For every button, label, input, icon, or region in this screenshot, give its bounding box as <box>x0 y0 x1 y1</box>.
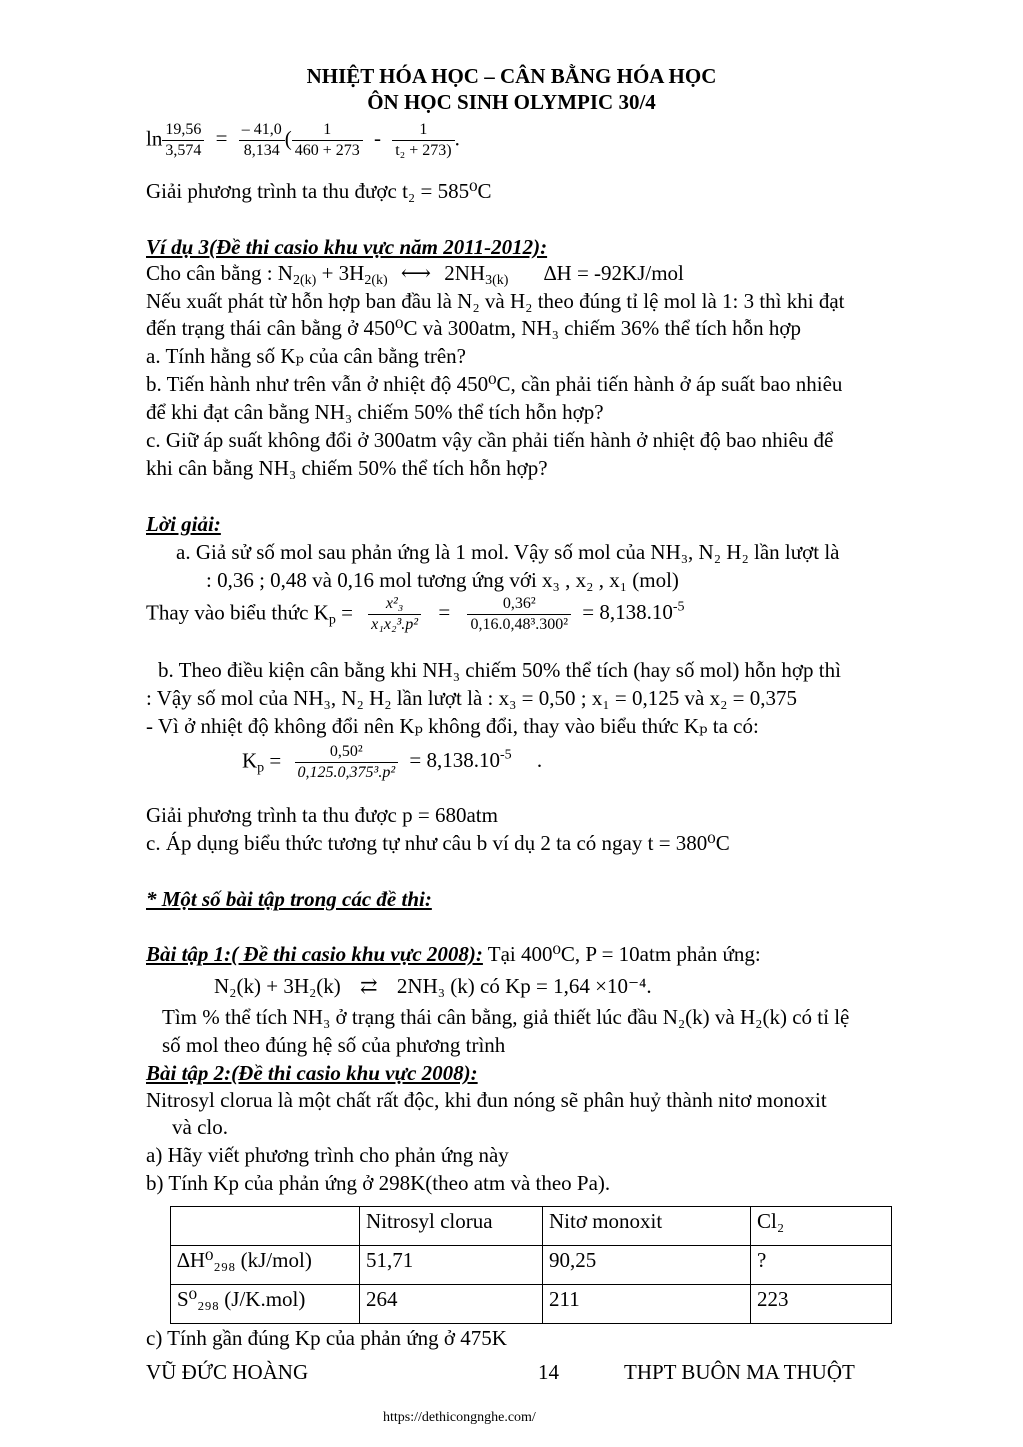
footer-page-number: 14 <box>538 1360 559 1384</box>
page-subtitle: ÔN HỌC SINH OLYMPIC 30/4 <box>367 90 656 114</box>
equilibrium-arrow-icon: ⇄ <box>360 974 378 998</box>
kp-expression: Thay vào biểu thức $K_p$ = $\frac{\text{x²₃}}{\text{x₁x₂³.p²}}$ = $\frac{\text{0,36²}}{\text{0,16.0,48³.300²}}$ = $8,138.10^{-5}$ <box>146 595 685 633</box>
example-3-line-3: đến trạng thái cân bằng ở 450⁰C và 300atm, NH₃ chiếm 36% thể tích hỗn hợp <box>146 316 801 340</box>
table-cell: 51,71 <box>360 1246 543 1285</box>
table-row <box>171 1246 892 1285</box>
example-3-line-2: Nếu xuất phát từ hỗn hợp ban đầu là N₂ và H₂ theo đúng tỉ lệ mol là 1: 3 thì khi đạt <box>146 289 845 313</box>
table-row <box>171 1285 892 1324</box>
question-b-line-2: để khi đạt cân bằng NH₃ chiếm 50% thể tích hỗn hợp? <box>146 400 604 424</box>
kp2-expression: $K_p$ = $\frac{\text{0,50²}}{\text{0,125.0,375³.p²}}$ = $8,138.10^{-5}$ . <box>242 743 543 781</box>
footer-url-link[interactable]: https://dethicongnghe.com/ <box>383 1410 536 1425</box>
fraction-2: $\frac{- 41,0}{8,134}$ <box>239 120 285 161</box>
double-arrow-icon: ⟷ <box>400 261 432 285</box>
table-header-row <box>171 1207 892 1246</box>
solution-b-line-2: : Vậy số mol của NH₃, N₂ H₂ lần lượt là : x₃ = 0,50 ; x₁ = 0,125 và x₂ = 0,375 <box>146 686 797 710</box>
table-cell: ∆H⁰₂₉₈ (kJ/mol) <box>171 1246 360 1285</box>
question-a: a. Tính hằng số Kₚ của cân bằng trên? <box>146 344 466 368</box>
table-header-cell: Cl₂ <box>751 1207 892 1246</box>
table-cell: 90,25 <box>543 1246 751 1285</box>
solution-a-line-2: : 0,36 ; 0,48 và 0,16 mol tương ứng với x₃ , x₂ , x₁ (mol) <box>206 568 679 592</box>
exercises-heading: * Một số bài tập trong các đề thi: <box>146 887 432 911</box>
fraction-3: $\frac{1}{460 + 273}$ <box>292 120 363 161</box>
exercise-2-part-b: b) Tính Kp của phản ứng ở 298K(theo atm và theo Pa). <box>146 1171 611 1195</box>
question-c-line-2: khi cân bằng NH₃ chiếm 50% thể tích hỗn hợp? <box>146 456 548 480</box>
table-cell: S⁰₂₉₈ (J/K.mol) <box>171 1285 360 1324</box>
question-c-line-1: c. Giữ áp suất không đổi ở 300atm vậy cần phải tiến hành ở nhiệt độ bao nhiêu để <box>146 428 834 452</box>
fraction-1: $\frac{19,56}{3,574}$ <box>162 120 204 161</box>
solution-a-line-1: a. Giả sử số mol sau phản ứng là 1 mol. Vậy số mol của NH₃, N₂ H₂ lần lượt là <box>176 540 840 564</box>
kp2-fraction: $\frac{\text{0,50²}}{\text{0,125.0,375³.p²}}$ <box>295 742 399 783</box>
solution-heading: Lời giải: <box>146 512 221 536</box>
thermo-data-table <box>170 1206 892 1324</box>
exercise-2-part-c: c) Tính gần đúng Kp của phản ứng ở 475K <box>146 1326 507 1350</box>
table-cell: ? <box>751 1246 892 1285</box>
ln-equation: ln $\frac{19,56}{3,574}$ = $\frac{- 41,0}{8,134}$ ( $\frac{1}{460 + 273}$ - $\frac{1}{\text{t₂ + 273)}}$ . <box>146 121 460 159</box>
exercise-2-heading: Bài tập 2:(Đề thi casio khu vực 2008): <box>146 1061 478 1085</box>
footer-school: THPT BUÔN MA THUỘT <box>624 1360 855 1384</box>
solution-b-line-3: - Vì ở nhiệt độ không đổi nên Kₚ không đổi, thay vào biểu thức Kₚ ta có: <box>146 714 759 738</box>
solve-line-1: Giải phương trình ta thu được t₂ = 585⁰C <box>146 179 492 203</box>
exercise-1-line-3: số mol theo đúng hệ số của phương trình <box>162 1033 506 1057</box>
question-b-line-1: b. Tiến hành như trên vẫn ở nhiệt độ 450⁰C, cần phải tiến hành ở áp suất bao nhiêu <box>146 372 843 396</box>
kp-fraction-numeric: $\frac{\text{0,36²}}{\text{0,16.0,48³.300²}}$ <box>467 594 571 635</box>
table-header-cell <box>171 1207 360 1246</box>
footer-author: VŨ ĐỨC HOÀNG <box>146 1360 309 1384</box>
exercise-1-line-1: Bài tập 1:( Đề thi casio khu vực 2008): Tại 400⁰C, P = 10atm phản ứng: <box>146 942 761 966</box>
kp-fraction-symbolic: $\frac{\text{x²₃}}{\text{x₁x₂³.p²}}$ <box>368 594 421 635</box>
exercise-1-equation: N₂(k) + 3H₂(k) ⇄ 2NH₃ (k) có Kp = 1,64 ×10⁻⁴. <box>214 974 652 998</box>
example-3-heading: Ví dụ 3(Đề thi casio khu vực năm 2011-2012): <box>146 235 548 259</box>
solution-c: c. Áp dụng biểu thức tương tự như câu b ví dụ 2 ta có ngay t = 380⁰C <box>146 831 730 855</box>
exercise-2-line-2: và clo. <box>172 1115 228 1139</box>
table-cell: 264 <box>360 1285 543 1324</box>
exercise-1-line-2: Tìm % thể tích NH₃ ở trạng thái cân bằng, giả thiết lúc đầu N₂(k) và H₂(k) có tỉ lệ <box>162 1005 850 1029</box>
fraction-4: $\frac{1}{\text{t₂ + 273)}}$ <box>392 120 454 161</box>
table-cell: 211 <box>543 1285 751 1324</box>
solution-b-line-1: b. Theo điều kiện cân bằng khi NH₃ chiếm 50% thể tích (hay số mol) hỗn hợp thì <box>158 658 841 682</box>
page-title: NHIỆT HÓA HỌC – CÂN BẰNG HÓA HỌC <box>306 64 717 88</box>
table-header-cell: Nitrosyl clorua <box>360 1207 543 1246</box>
exercise-2-line-1: Nitrosyl clorua là một chất rất độc, khi đun nóng sẽ phân huỷ thành nitơ monoxit <box>146 1088 827 1112</box>
equilibrium-equation: Cho cân bằng : $N_{2(k)} + 3H_{2(k)}$ ⟷ $2NH_{3(k)}$ ∆H = -92KJ/mol <box>146 261 684 288</box>
solution-b-result: Giải phương trình ta thu được p = 680atm <box>146 803 498 827</box>
table-cell: 223 <box>751 1285 892 1324</box>
ln-symbol: ln <box>146 126 163 151</box>
exercise-2-part-a: a) Hãy viết phương trình cho phản ứng này <box>146 1143 509 1167</box>
table-header-cell: Nitơ monoxit <box>543 1207 751 1246</box>
